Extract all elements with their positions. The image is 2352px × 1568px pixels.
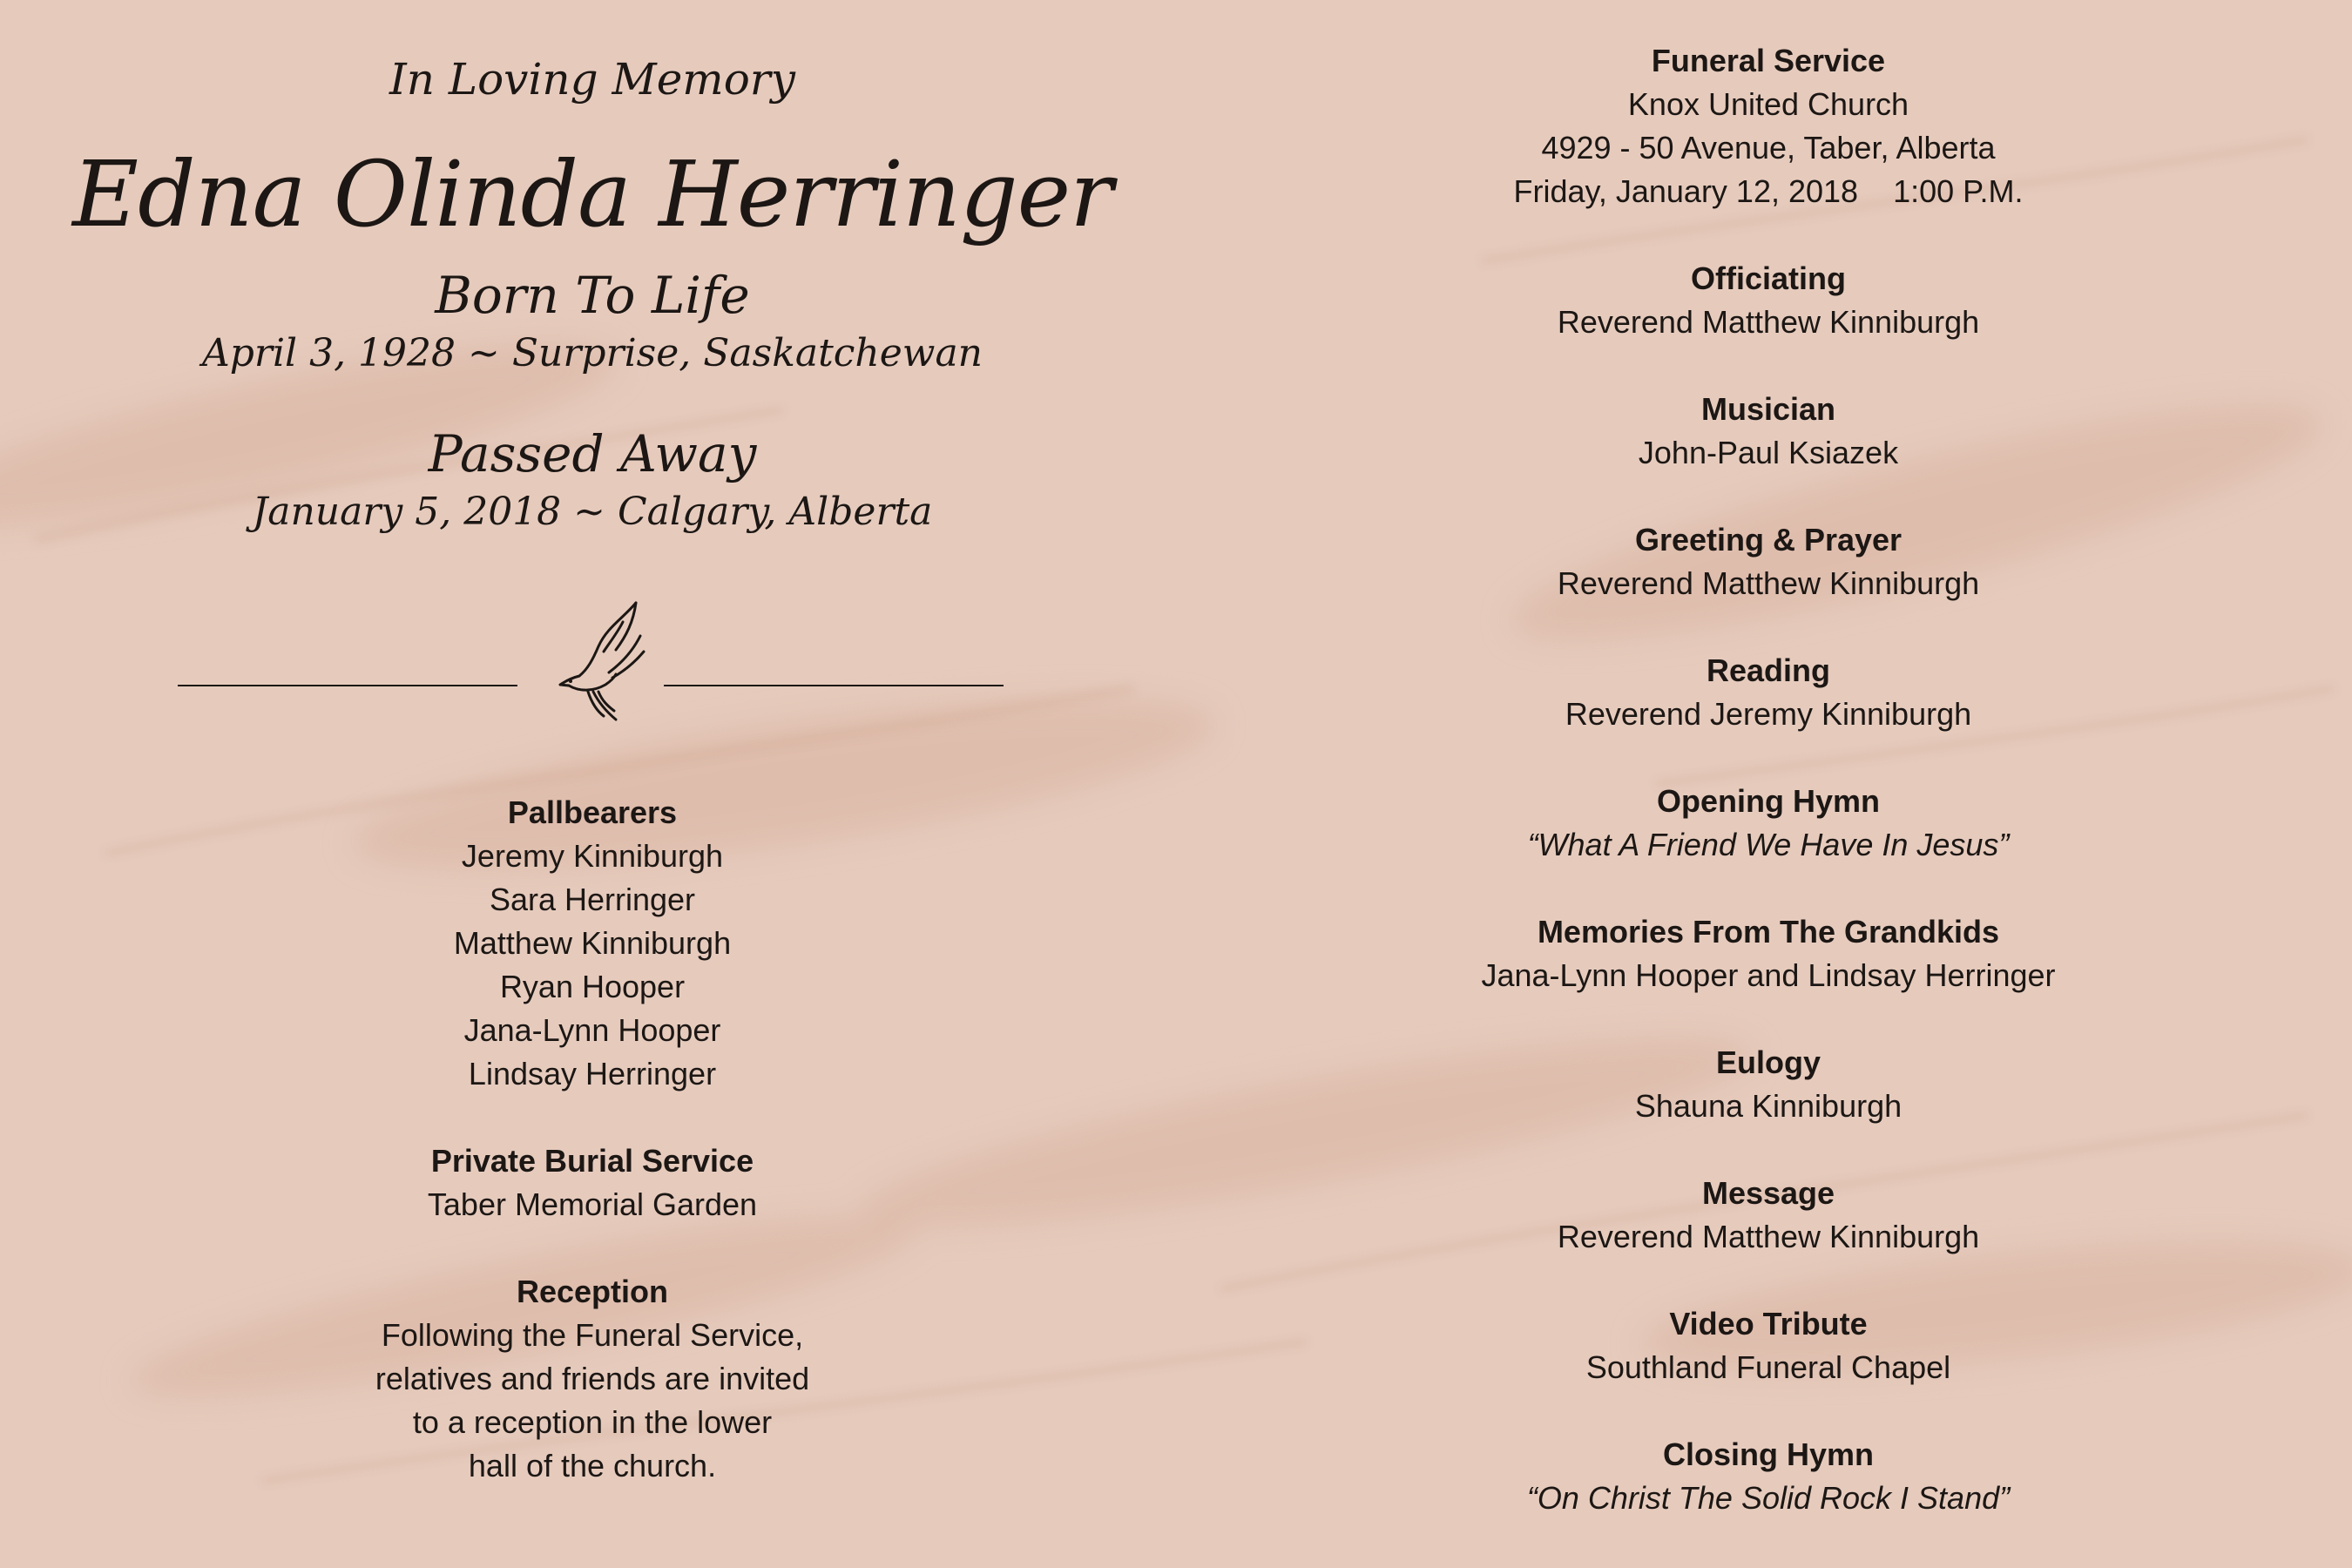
deceased-name: Edna Olinda Herringer <box>72 141 1112 247</box>
program-detail: Jana-Lynn Hooper and Lindsay Herringer <box>1481 957 2056 993</box>
service-location: Knox United Church <box>1627 86 1909 122</box>
program-heading: Reading <box>1706 652 1830 688</box>
service-panel <box>1333 0 2204 1568</box>
reception-line: Following the Funeral Service, <box>381 1317 804 1353</box>
program-item <box>1333 1433 2204 1520</box>
program-item <box>1333 1302 2204 1389</box>
reception-section <box>70 1270 1115 1488</box>
program-heading: Message <box>1701 1175 1835 1211</box>
program-item <box>1333 910 2204 997</box>
pallbearer-name: Matthew Kinniburgh <box>453 925 732 961</box>
program-heading: Memories From The Grandkids <box>1537 914 2000 950</box>
program-heading: Video Tribute <box>1669 1306 1868 1342</box>
passed-heading: Passed Away <box>428 424 757 483</box>
front-panel <box>70 0 1115 1568</box>
divider-line-left <box>178 685 517 686</box>
funeral-service-section <box>1333 39 2204 213</box>
pallbearer-name: Lindsay Herringer <box>468 1056 717 1092</box>
program-heading: Musician <box>1700 391 1836 427</box>
reception-heading: Reception <box>516 1274 669 1309</box>
divider-line-right <box>664 685 1004 686</box>
pallbearer-name: Ryan Hooper <box>499 969 686 1004</box>
funeral-service-heading: Funeral Service <box>1651 43 1886 78</box>
reception-line: relatives and friends are invited <box>375 1361 810 1396</box>
pallbearers-heading: Pallbearers <box>507 794 678 830</box>
service-date-time: Friday, January 12, 2018 1:00 P.M. <box>1513 173 2024 209</box>
program-detail: Reverend Matthew Kinniburgh <box>1557 565 1980 601</box>
pallbearer-name: Sara Herringer <box>489 882 696 917</box>
program-item <box>1333 518 2204 605</box>
program-detail: “On Christ The Solid Rock I Stand” <box>1526 1480 2011 1516</box>
program-detail: Reverend Matthew Kinniburgh <box>1557 304 1980 340</box>
program-item <box>1333 1172 2204 1259</box>
pallbearer-name: Jeremy Kinniburgh <box>461 838 724 874</box>
program-detail: John-Paul Ksiazek <box>1638 435 1899 470</box>
program-heading: Eulogy <box>1715 1044 1821 1080</box>
program-item <box>1333 780 2204 867</box>
program-detail: “What A Friend We Have In Jesus” <box>1527 827 2010 862</box>
program-item <box>1333 649 2204 736</box>
born-detail: April 3, 1928 ~ Surprise, Saskatchewan <box>201 331 983 375</box>
passed-detail: January 5, 2018 ~ Calgary, Alberta <box>252 490 933 534</box>
born-heading: Born To Life <box>435 266 750 325</box>
program-detail: Reverend Jeremy Kinniburgh <box>1565 696 1972 732</box>
program-detail: Reverend Matthew Kinniburgh <box>1557 1219 1980 1254</box>
in-loving-memory: In Loving Memory <box>389 54 795 105</box>
pallbearers-section <box>70 791 1115 1096</box>
pallbearer-name: Jana-Lynn Hooper <box>463 1012 721 1048</box>
reception-line: hall of the church. <box>468 1448 717 1484</box>
program-heading: Officiating <box>1691 260 1846 296</box>
program-heading: Opening Hymn <box>1656 783 1880 819</box>
burial-heading: Private Burial Service <box>430 1143 754 1179</box>
program-detail: Shauna Kinniburgh <box>1634 1088 1903 1124</box>
burial-location: Taber Memorial Garden <box>427 1186 758 1222</box>
program-item <box>1333 388 2204 475</box>
service-address: 4929 - 50 Avenue, Taber, Alberta <box>1541 130 1996 166</box>
reception-line: to a reception in the lower <box>412 1404 773 1440</box>
program-item <box>1333 257 2204 344</box>
burial-section <box>70 1139 1115 1227</box>
program-item <box>1333 1041 2204 1128</box>
dove-icon <box>553 601 649 723</box>
program-heading: Greeting & Prayer <box>1634 522 1903 558</box>
program-detail: Southland Funeral Chapel <box>1585 1349 1951 1385</box>
program-heading: Closing Hymn <box>1662 1436 1874 1472</box>
